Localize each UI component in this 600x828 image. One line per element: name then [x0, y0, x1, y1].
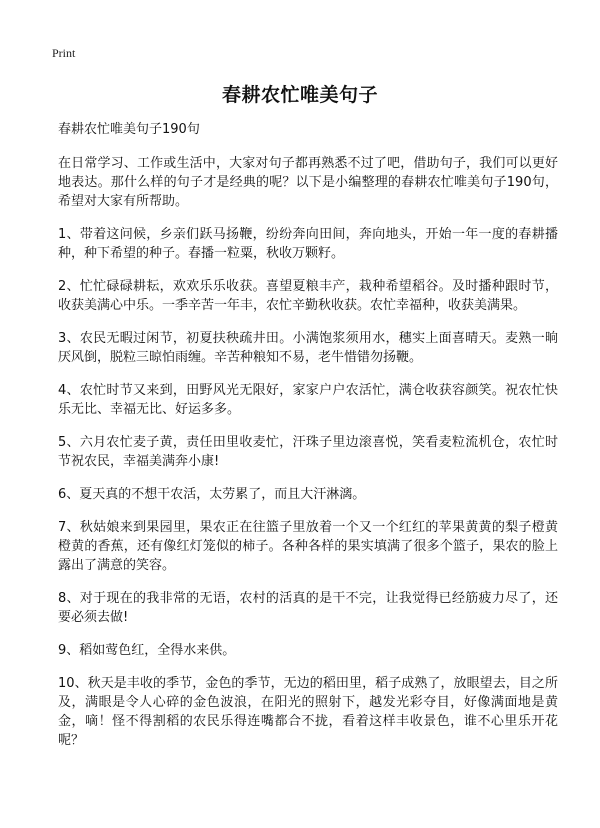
sentence-item: 6、夏天真的不想干农活，太劳累了，而且大汗淋漓。 [58, 487, 366, 502]
sentence-item: 1、带着这问候，乡亲们跃马扬鞭，纷纷奔向田间，奔向地头，开始一年一度的春耕播种，种下希望的种子。春播一粒粟，秋收万颗籽。 [58, 227, 558, 261]
sentence-item: 5、六月农忙麦子黄，责任田里收麦忙，汗珠子里边滚喜悦，笑看麦粒流机仓，农忙时节祝农民，幸福美满奔小康! [58, 435, 558, 469]
article-body [58, 120, 558, 764]
article-subtitle: 春耕农忙唯美句子190句 [58, 122, 200, 137]
sentence-item: 3、农民无暇过闲节，初夏扶秧疏井田。小满饱浆须用水，穗实上面喜晴天。麦熟一晌厌风倒，脱粒三晾怕雨缠。辛苦种粮知不易，老牛惜错勿扬鞭。 [58, 331, 558, 365]
page-title: 春耕农忙唯美句子 [221, 84, 378, 106]
sentence-item: 10、秋天是丰收的季节，金色的季节，无边的稻田里，稻子成熟了，放眼望去，目之所及，满眼是令人心碎的金色波浪，在阳光的照射下，越发光彩夺目，好像满面地是黄金，嘀！怪不得割稻的农民乐得连嘴都合不拢，看着这样丰收景色，谁不心里乐开花呢？ [58, 676, 558, 748]
sentence-item: 4、农忙时节又来到，田野风光无限好，家家户户农活忙，满仓收获容颜笑。祝农忙快乐无比、幸福无比、好运多多。 [58, 383, 558, 417]
sentence-item: 9、稻如莺色红，全得水来供。 [58, 643, 236, 658]
print-link[interactable]: Print [52, 46, 76, 60]
sentence-item: 8、对于现在的我非常的无语，农村的活真的是干不完，让我觉得已经筋疲力尽了，还要必须去做! [58, 591, 558, 625]
sentence-item: 7、秋姑娘来到果园里，果农正在往篮子里放着一个又一个红红的苹果黄黄的梨子橙黄橙黄的香蕉，还有像红灯笼似的柿子。各种各样的果实填满了很多个篮子，果农的脸上露出了满意的笑容。 [58, 520, 558, 573]
sentence-item: 2、忙忙碌碌耕耘，欢欢乐乐收获。喜望夏粮丰产，栽种希望稻谷。及时播种跟时节，收获美满心中乐。一季辛苦一年丰，农忙辛勤秋收获。农忙幸福种，收获美满果。 [58, 279, 558, 313]
intro-paragraph: 在日常学习、工作或生活中，大家对句子都再熟悉不过了吧，借助句子，我们可以更好地表达。那什么样的句子才是经典的呢？以下是小编整理的春耕农忙唯美句子190句，希望对大家有所帮助。 [58, 156, 558, 209]
